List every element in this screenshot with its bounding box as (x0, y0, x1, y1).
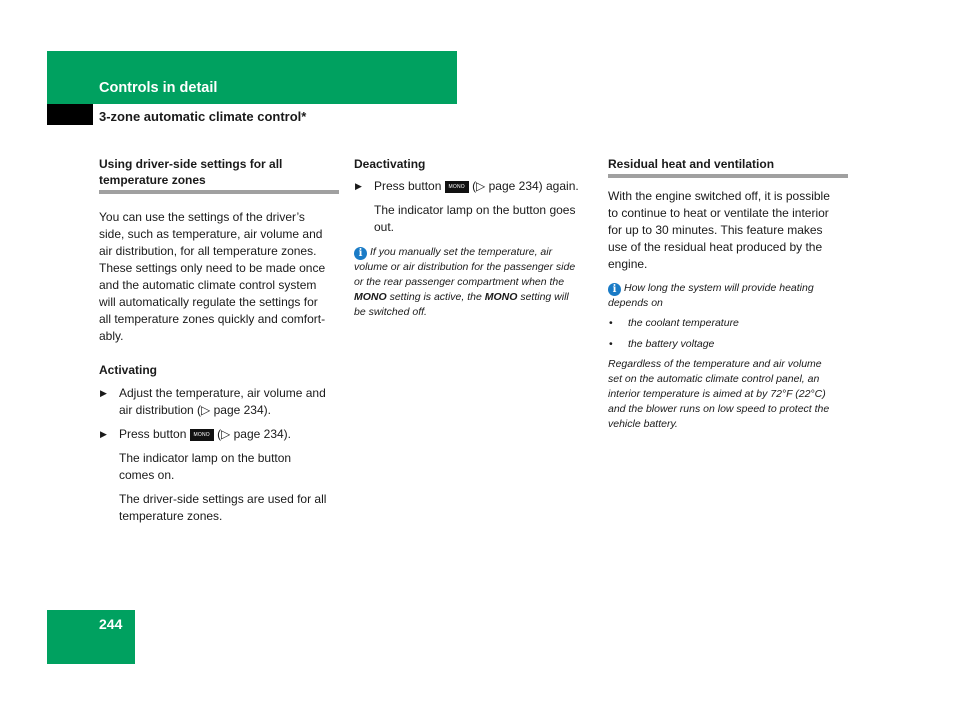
heading-deactivating: Deactivating (354, 157, 426, 171)
info-icon: i (354, 247, 367, 260)
page-number: 244 (99, 616, 123, 632)
note-mono-deactivation (354, 245, 594, 320)
text-line: volume or air distribution for the passenger side (354, 261, 576, 273)
text-line: out. (374, 220, 395, 234)
text-line: air distribution, for all temperature zones. (99, 244, 317, 258)
result-lamp-off (354, 202, 594, 236)
column-residual-heat (608, 156, 848, 432)
column-driver-side-settings (99, 156, 339, 525)
mono-button-icon: MONO (445, 181, 469, 193)
heading-driver-side-settings (99, 156, 339, 194)
text-line: be switched off. (354, 306, 427, 318)
text-line: will automatically regulate the settings for (99, 295, 318, 309)
text-fragment: Press button (374, 179, 442, 193)
mono-term: MONO (354, 291, 387, 303)
result-lamp-on (99, 450, 339, 484)
text-line: vehicle battery. (608, 418, 678, 430)
section-title: Controls in detail (99, 80, 218, 96)
text-line: You can use the settings of the driver’s (99, 210, 305, 224)
text-line: for up to 30 minutes. This feature makes (608, 223, 823, 237)
column-deactivating (354, 156, 594, 320)
bullet-icon: • (609, 317, 613, 329)
text-line: all temperature zones quickly and comfort- (99, 312, 326, 326)
text-fragment: setting will (520, 291, 569, 303)
info-icon: i (608, 283, 621, 296)
arrow-right-icon: ▶ (355, 181, 362, 191)
text-line: With the engine switched off, it is possible (608, 189, 830, 203)
text-line: The indicator lamp on the button (119, 451, 292, 465)
arrow-right-icon: ▶ (100, 429, 107, 439)
step-press-mono-again (354, 178, 594, 195)
heading-activating: Activating (99, 363, 158, 377)
text-line: and the automatic climate control system (99, 278, 317, 292)
mono-term: MONO (484, 291, 518, 303)
text-line: side, such as temperature, air volume and (99, 227, 323, 241)
text-line: temperature zones. (119, 509, 223, 523)
list-item (608, 337, 848, 352)
text-line: interior temperature is aimed at by 72°F (22°C) (608, 388, 826, 400)
mono-button-icon: MONO (190, 429, 214, 441)
text-line: comes on. (119, 468, 175, 482)
step-press-mono (99, 426, 339, 443)
text-line: use of the residual heat produced by the (608, 240, 823, 254)
text-line: air distribution (▷ page 234). (119, 403, 271, 417)
text-fragment: (▷ page 234). (217, 427, 292, 441)
intro-paragraph (99, 209, 339, 345)
text-fragment: (▷ page 234) again. (472, 179, 579, 193)
heading-residual-heat: Residual heat and ventilation (608, 156, 848, 178)
text-line: and the blower runs on low speed to protect the (608, 403, 830, 415)
note-heating-duration (608, 281, 848, 432)
text-fragment: the battery voltage (628, 338, 715, 350)
text-line: set on the automatic climate control panel, an (608, 373, 820, 385)
text-line: The driver-side settings are used for all (119, 492, 327, 506)
text-line: depends on (608, 297, 663, 309)
text-fragment: setting is active, the (389, 291, 482, 303)
text-line: to continue to heat or ventilate the interior (608, 206, 829, 220)
residual-heat-paragraph (608, 188, 848, 273)
text-line: or the rear passenger compartment when the (354, 276, 565, 288)
step-adjust (99, 385, 339, 419)
text-line: These settings only need to be made once (99, 261, 326, 275)
subsection-title: 3-zone automatic climate control* (99, 109, 307, 124)
text-fragment: How long the system will provide heating (624, 282, 814, 294)
text-fragment: If you manually set the temperature, air (370, 246, 553, 258)
heading-line: temperature zones (99, 173, 206, 187)
text-fragment: the coolant temperature (628, 317, 739, 329)
arrow-right-icon: ▶ (100, 388, 107, 398)
section-tab-marker (47, 104, 93, 125)
text-line: ably. (99, 329, 124, 343)
text-line: Regardless of the temperature and air volume (608, 358, 822, 370)
text-fragment: Press button (119, 427, 187, 441)
list-item (608, 316, 848, 331)
text-line: The indicator lamp on the button goes (374, 203, 576, 217)
heading-line: Using driver-side settings for all (99, 157, 283, 171)
result-settings-applied (99, 491, 339, 525)
text-line: Adjust the temperature, air volume and (119, 386, 326, 400)
section-header-bar (47, 51, 457, 104)
text-line: engine. (608, 257, 648, 271)
bullet-icon: • (609, 338, 613, 350)
